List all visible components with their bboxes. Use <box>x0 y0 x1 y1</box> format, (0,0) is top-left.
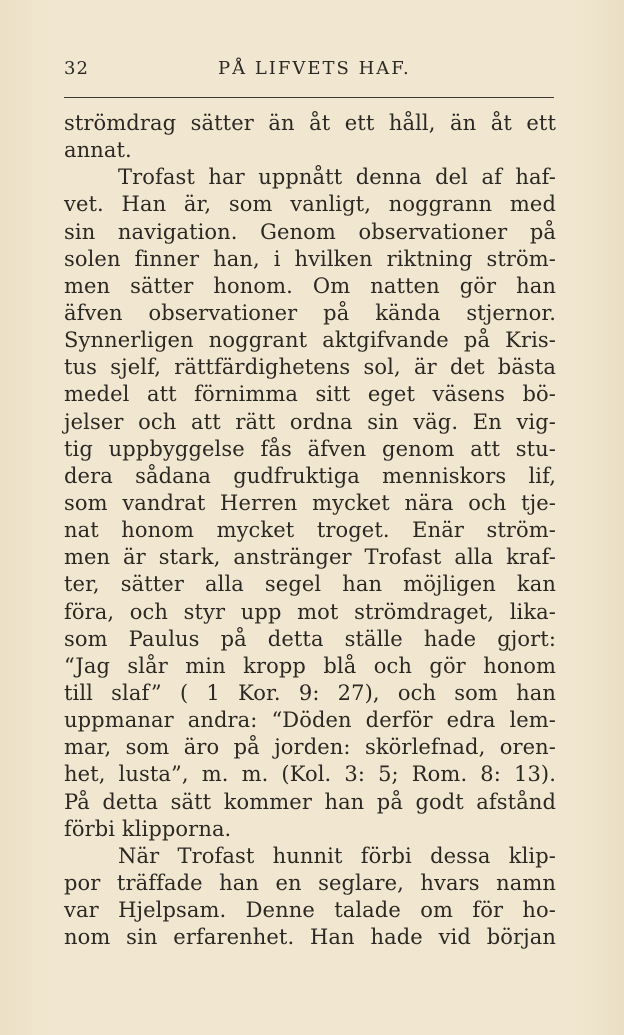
text-line: Trofast har uppnått denna del af haf- <box>118 165 556 190</box>
text-line: por träffade han en seglare, hvars namn <box>64 870 556 895</box>
text-line: förbi klipporna. <box>64 816 232 841</box>
text-line: nat honom mycket troget. Enär ström- <box>64 518 556 543</box>
page-header <box>64 58 554 82</box>
page-number: 32 <box>64 58 89 79</box>
text-line: jelser och att rätt ordna sin väg. En vig- <box>64 409 556 434</box>
text-line: solen finner han, i hvilken riktning ström- <box>64 246 556 271</box>
text-line: dera sådana gudfruktiga menniskors lif, <box>64 463 556 488</box>
text-line: var Hjelpsam. Denne talade om för ho- <box>64 898 556 923</box>
text-line: sin navigation. Genom observationer på <box>64 219 556 244</box>
text-line: som Paulus på detta ställe hade gjort: <box>64 626 556 651</box>
text-line: äfven observationer på kända stjernor. <box>64 300 556 325</box>
text-line: het, lusta”, m. m. (Kol. 3: 5; Rom. 8: 13). <box>64 762 556 787</box>
text-line: “Jag slår min kropp blå och gör honom <box>64 653 556 678</box>
text-line: strömdrag sätter än åt ett håll, än åt ett <box>64 111 556 135</box>
body-text <box>64 110 556 951</box>
text-line: När Trofast hunnit förbi dessa klip- <box>118 843 556 868</box>
text-line: medel att förnimma sitt eget väsens bö- <box>64 382 556 407</box>
running-title: PÅ LIFVETS HAF. <box>218 58 411 79</box>
text-line: till slaf” ( 1 Kor. 9: 27), och som han <box>64 680 556 705</box>
text-line: men är stark, anstränger Trofast alla kraf- <box>64 545 556 570</box>
text-line: ter, sätter alla segel han möjligen kan <box>64 572 556 597</box>
text-line: nom sin erfarenhet. Han hade vid början <box>64 925 556 950</box>
text-line: tig uppbyggelse fås äfven genom att stu- <box>64 436 556 461</box>
text-line: mar, som äro på jorden: skörlefnad, oren- <box>64 735 556 760</box>
text-line: tus sjelf, rättfärdighetens sol, är det bästa <box>64 355 556 380</box>
header-rule <box>64 97 554 98</box>
text-line: vet. Han är, som vanligt, noggrann med <box>64 192 556 217</box>
text-line: annat. <box>64 138 132 163</box>
text-line: som vandrat Herren mycket nära och tje- <box>64 490 556 515</box>
text-line: men sätter honom. Om natten gör han <box>64 273 556 298</box>
text-line: föra, och styr upp mot strömdraget, lika- <box>64 599 556 624</box>
text-line: uppmanar andra: “Döden derför edra lem- <box>64 708 556 733</box>
text-line: Synnerligen noggrant aktgifvande på Kris- <box>64 328 556 353</box>
text-line: På detta sätt kommer han på godt afstånd <box>64 789 556 814</box>
